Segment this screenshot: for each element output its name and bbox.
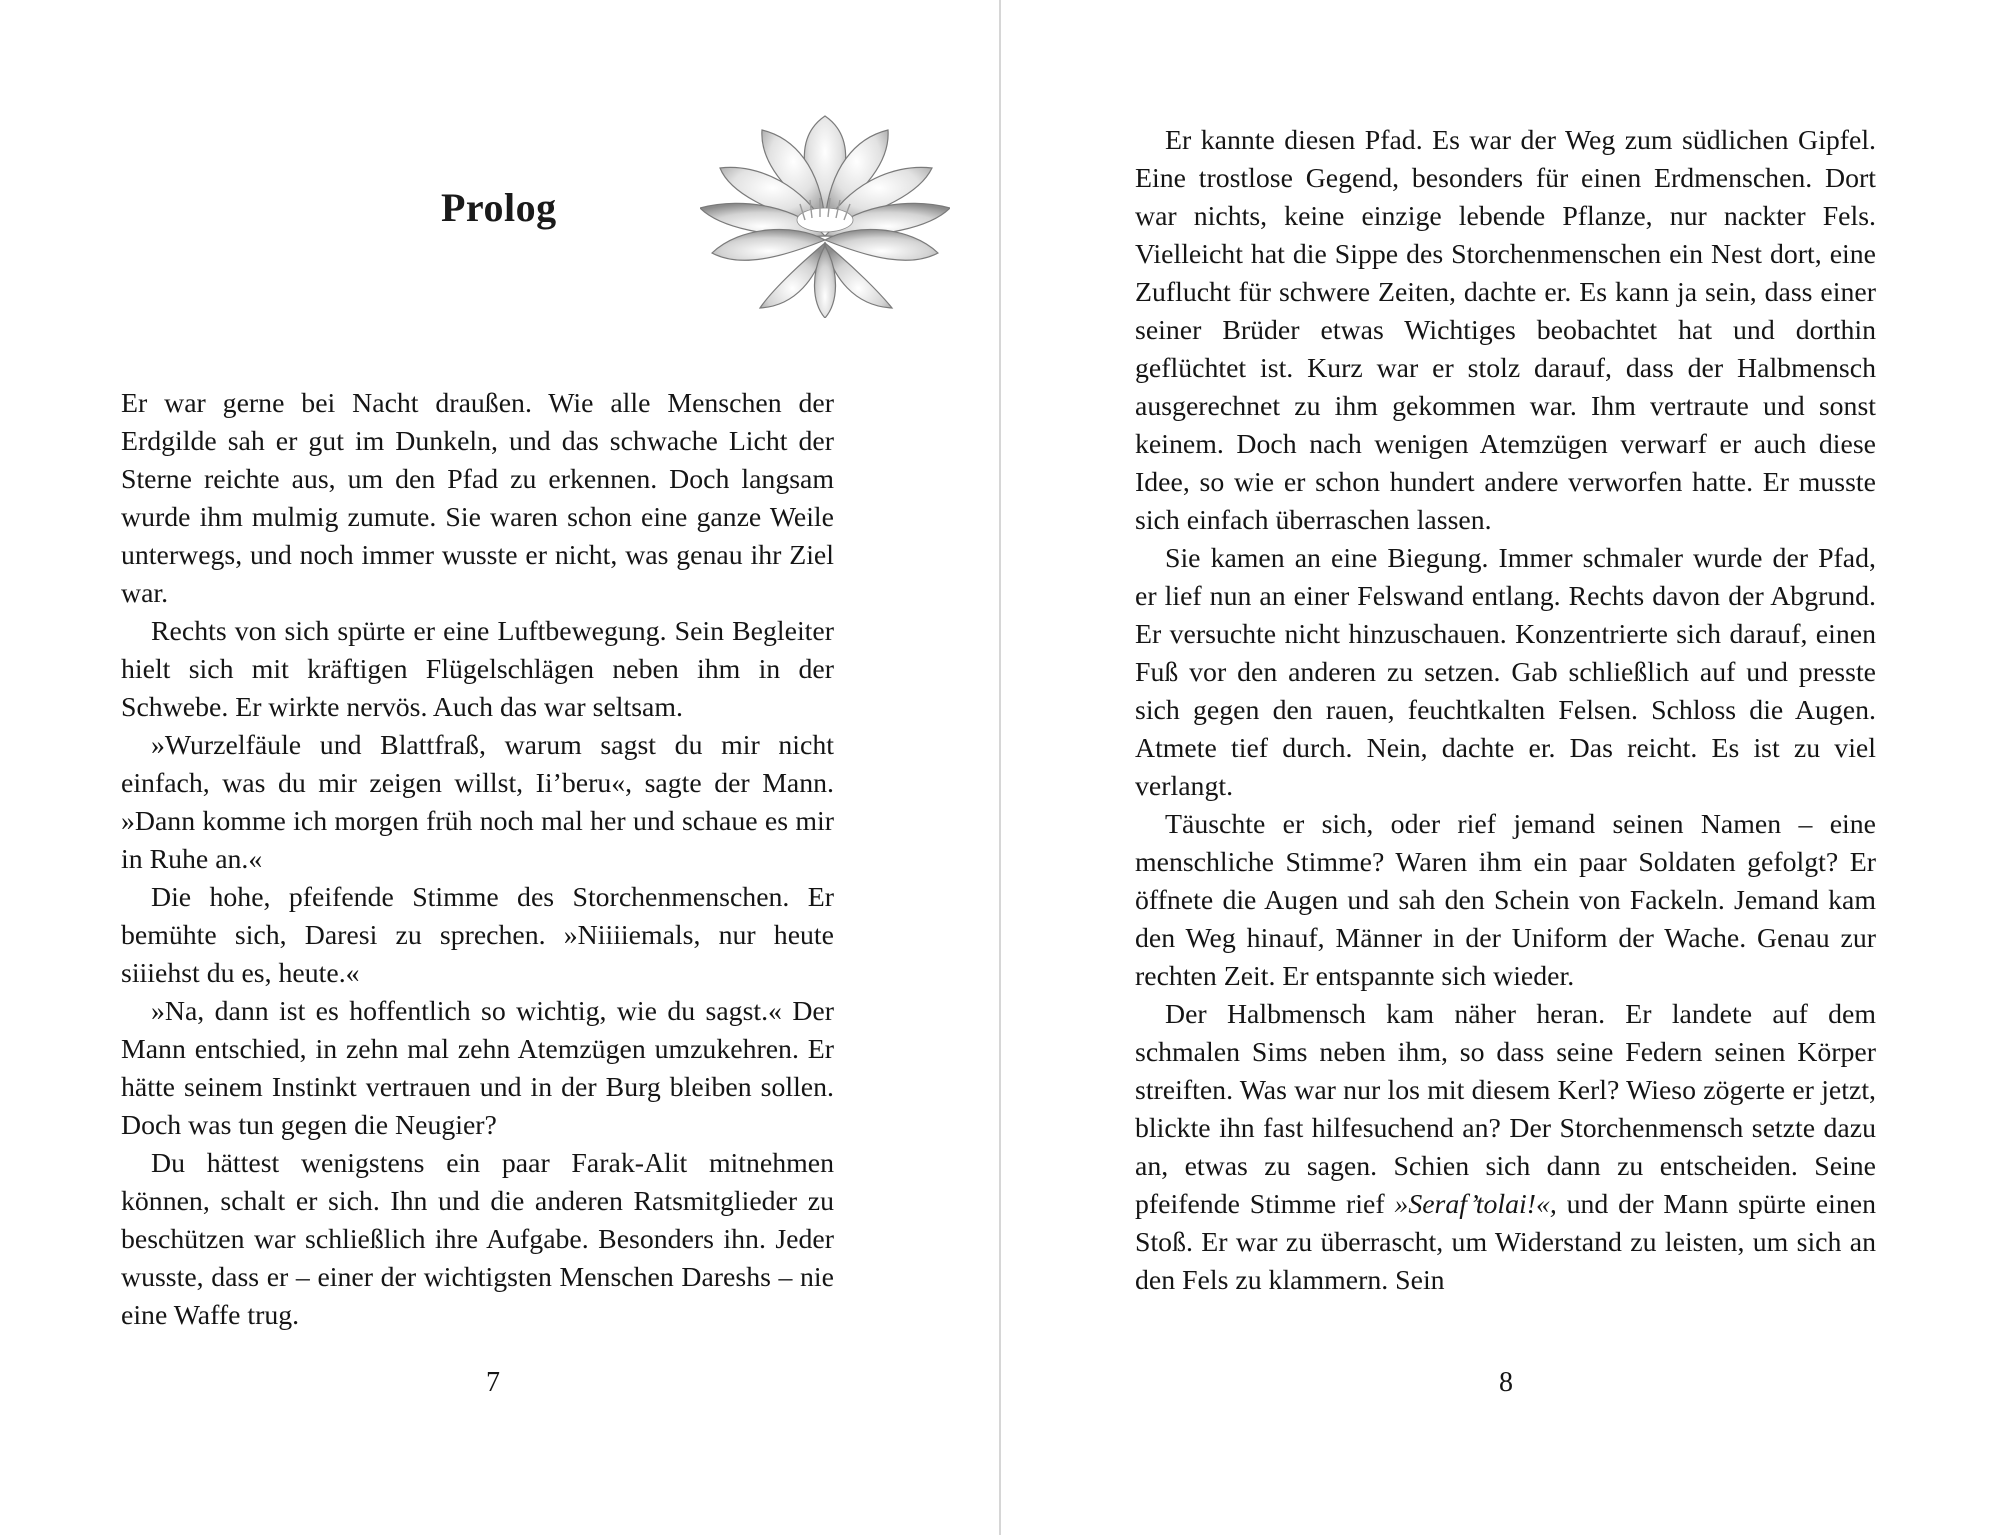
paragraph [1135, 996, 1876, 1300]
paragraph: Rechts von sich spürte er eine Luftbewegung. Sein Begleiter hielt sich mit kräftigen Flügelschlägen neben ihm in der Schwebe. Er wirkte nervös. Auch das war seltsam. [121, 616, 834, 723]
paragraph-text: Der Halbmensch kam näher heran. Er landete auf dem schmalen Sims neben ihm, so dass seine Federn seinen Körper streiften. Was war nur los mit diesem Kerl? Wieso zögerte er jetzt, blickte ihn fast hilfesuchend an? Der Storchenmensch setzte dazu an, etwas zu sagen. Schien sich dann zu entscheiden. Seine pfeifende Stimme rief [1135, 999, 1876, 1220]
page-number: 7 [486, 1367, 500, 1398]
paragraph: Täuschte er sich, oder rief jemand seinen Namen – eine menschliche Stimme? Waren ihm ein paar Soldaten gefolgt? Er öffnete die Augen und sah den Schein von Fackeln. Jemand kam den Weg hinauf, Männer in der Uniform der Wache. Genau zur rechten Zeit. Er entspannte sich wieder. [1135, 809, 1876, 992]
chapter-title: Prolog [441, 185, 557, 230]
emphasized-speech: »Seraf’tolai!«, [1394, 1189, 1557, 1220]
paragraph-text: und der Mann spürte einen Stoß. Er war zu überrascht, um Widerstand zu leisten, um sich an den Fels zu klammern. Sein [1135, 1189, 1876, 1296]
lotus-flower-icon [700, 108, 950, 318]
paragraph: Er war gerne bei Nacht draußen. Wie alle Menschen der Erdgilde sah er gut im Dunkeln, und das schwache Licht der Sterne reichte aus, um den Pfad zu erkennen. Doch langsam wurde ihm mulmig zumute. Sie waren schon eine ganze Weile unterwegs, und noch immer wusste er nicht, was genau ihr Ziel war. [121, 388, 834, 609]
paragraph: »Wurzelfäule und Blattfraß, warum sagst du mir nicht einfach, was du mir zeigen willst, Ii’beru«, sagte der Mann. »Dann komme ich morgen früh noch mal her und schaue es mir in Ruhe an.« [121, 730, 834, 875]
right-page [1001, 0, 2000, 1535]
page-number: 8 [1499, 1367, 1513, 1398]
paragraph: Du hättest wenigstens ein paar Farak-Alit mitnehmen können, schalt er sich. Ihn und die anderen Ratsmitglieder zu beschützen war schließlich ihre Aufgabe. Besonders ihn. Jeder wusste, dass er – einer der wichtigsten Menschen Dareshs – nie eine Waffe trug. [121, 1148, 834, 1331]
left-page [0, 0, 999, 1535]
paragraph: »Na, dann ist es hoffentlich so wichtig, wie du sagst.« Der Mann entschied, in zehn mal zehn Atemzügen umzukehren. Er hätte seinem Instinkt vertrauen und in der Burg bleiben sollen. Doch was tun gegen die Neugier? [121, 996, 834, 1141]
right-text-column [1135, 122, 1876, 1300]
left-text-column [121, 385, 834, 1335]
paragraph: Er kannte diesen Pfad. Es war der Weg zum südlichen Gipfel. Eine trostlose Gegend, besonders für einen Erdmenschen. Dort war nichts, keine einzige lebende Pflanze, nur nackter Fels. Vielleicht hat die Sippe des Storchenmenschen ein Nest dort, eine Zuflucht für schwere Zeiten, dachte er. Es kann ja sein, dass einer seiner Brüder etwas Wichtiges beobachtet hat und dorthin geflüchtet ist. Kurz war er stolz darauf, dass der Halbmensch ausgerechnet zu ihm gekommen war. Ihm vertraute und sonst keinem. Doch nach wenigen Atemzügen verwarf er auch diese Idee, so wie er schon hundert andere verworfen hatte. Er musste sich einfach überraschen lassen. [1135, 125, 1876, 536]
paragraph: Die hohe, pfeifende Stimme des Storchenmenschen. Er bemühte sich, Daresi zu sprechen. »Niiiiemals, nur heute siiiehst du es, heute.« [121, 882, 834, 989]
paragraph: Sie kamen an eine Biegung. Immer schmaler wurde der Pfad, er lief nun an einer Felswand entlang. Rechts davon der Abgrund. Er versuchte nicht hinzuschauen. Konzentrierte sich darauf, einen Fuß vor den anderen zu setzen. Gab schließlich auf und presste sich gegen den rauen, feuchtkalten Felsen. Schloss die Augen. Atmete tief durch. Nein, dachte er. Das reicht. Es ist zu viel verlangt. [1135, 543, 1876, 802]
